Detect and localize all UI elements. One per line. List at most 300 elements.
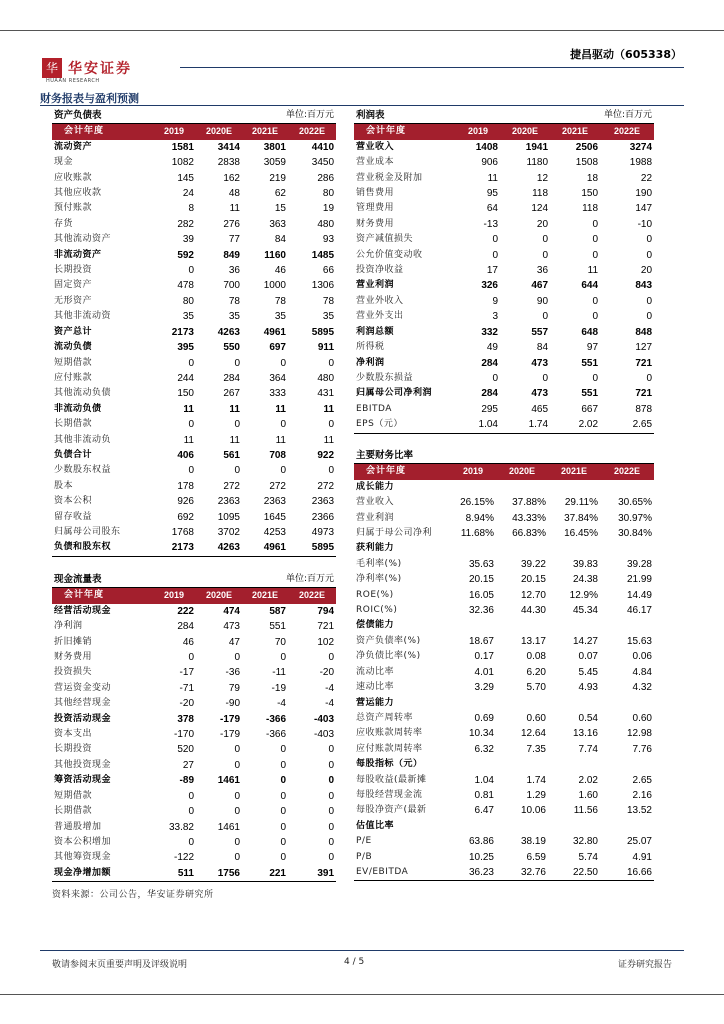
row-value: -366 bbox=[265, 729, 286, 741]
row-label: 资本支出 bbox=[54, 729, 93, 740]
row-value: -20 bbox=[319, 667, 335, 679]
row-value: 35.63 bbox=[468, 558, 494, 570]
row-value: 62 bbox=[274, 188, 286, 200]
row-value: 1941 bbox=[525, 141, 549, 153]
row-value: 0 bbox=[328, 357, 335, 369]
row-value: 1485 bbox=[311, 249, 335, 261]
row-value: 551 bbox=[581, 357, 599, 369]
row-value: 0 bbox=[542, 249, 549, 261]
row-value: 35 bbox=[322, 311, 335, 323]
row-label: 投资净收益 bbox=[356, 265, 404, 276]
table-row bbox=[52, 140, 336, 155]
row-label: 存货 bbox=[54, 218, 74, 229]
source-note: 资料来源：公司公告，华安证券研究所 bbox=[52, 890, 214, 900]
row-value: 32.80 bbox=[572, 836, 598, 848]
row-value: 0 bbox=[328, 836, 335, 848]
table-row bbox=[354, 526, 654, 541]
footer-report-type: 证券研究报告 bbox=[617, 960, 672, 970]
row-label: 其他非流动资 bbox=[54, 311, 112, 322]
table-row bbox=[52, 635, 336, 650]
table-row bbox=[354, 649, 654, 664]
row-value: 9 bbox=[492, 295, 498, 307]
row-value: 0 bbox=[592, 218, 599, 230]
row-value: 90 bbox=[536, 295, 549, 307]
table-row bbox=[52, 820, 336, 835]
row-label: 长期投资 bbox=[54, 744, 93, 755]
row-label: ROIC(%) bbox=[356, 605, 398, 616]
row-value: 0 bbox=[280, 852, 286, 864]
row-value: 5.45 bbox=[578, 666, 598, 678]
row-label: 所得税 bbox=[356, 342, 385, 353]
row-value: 1306 bbox=[311, 280, 335, 292]
row-value: 520 bbox=[177, 744, 194, 756]
row-value: 1.29 bbox=[526, 789, 546, 801]
row-value: 12 bbox=[536, 172, 549, 184]
row-value: 93 bbox=[322, 234, 335, 246]
row-value: 267 bbox=[223, 388, 240, 400]
row-value: 0 bbox=[328, 790, 335, 802]
row-label: 现金 bbox=[54, 157, 74, 168]
row-value: 0 bbox=[328, 806, 335, 818]
table-row bbox=[52, 356, 336, 371]
row-label: 非流动负债 bbox=[54, 403, 102, 414]
row-value: 24.38 bbox=[572, 574, 598, 586]
row-value: 221 bbox=[242, 866, 288, 882]
row-value: 4.91 bbox=[632, 851, 652, 863]
row-value bbox=[548, 696, 600, 711]
row-label: 投资活动现金 bbox=[54, 713, 112, 724]
row-label: 每股净资产(最新 bbox=[356, 805, 427, 816]
row-value bbox=[496, 696, 548, 711]
table-row bbox=[52, 650, 336, 665]
row-value: 848 bbox=[635, 326, 653, 338]
table-row bbox=[52, 758, 336, 773]
header-year: 2019 bbox=[456, 124, 500, 140]
table-row bbox=[52, 402, 336, 417]
row-value: 29.11% bbox=[564, 497, 598, 509]
row-value: 30.84% bbox=[618, 528, 652, 540]
row-value: 37.88% bbox=[512, 497, 546, 509]
row-value: 0 bbox=[234, 652, 240, 664]
row-value: 2.02 bbox=[578, 774, 598, 786]
row-value: 1461 bbox=[217, 775, 240, 787]
row-value: 0 bbox=[646, 234, 653, 246]
row-value: 644 bbox=[581, 280, 599, 292]
row-value: 551 bbox=[269, 621, 286, 633]
row-label: 股本 bbox=[54, 480, 74, 491]
bottom-border bbox=[0, 994, 724, 995]
row-value: 4.84 bbox=[632, 666, 652, 678]
row-value: 0.54 bbox=[578, 712, 598, 724]
row-value: 1160 bbox=[264, 249, 286, 261]
table-row bbox=[52, 309, 336, 324]
row-value: 2366 bbox=[311, 511, 335, 523]
table-row bbox=[354, 278, 654, 293]
logo-icon: 华 bbox=[42, 58, 62, 78]
row-value: 1508 bbox=[575, 157, 599, 169]
table-row bbox=[52, 217, 336, 232]
table-row bbox=[354, 340, 654, 355]
table-title: 主要财务比率 bbox=[354, 448, 654, 464]
logo-english: HUAAN RESEARCH bbox=[46, 78, 100, 84]
table-row bbox=[52, 681, 336, 696]
row-value: 0.60 bbox=[632, 712, 652, 724]
row-value: -71 bbox=[179, 682, 194, 694]
row-value: 4973 bbox=[311, 526, 335, 538]
row-value: 3 bbox=[492, 311, 498, 323]
row-label: 筹资活动现金 bbox=[54, 775, 112, 786]
row-value: 2363 bbox=[217, 496, 240, 508]
row-value: 5.74 bbox=[578, 851, 598, 863]
row-value: 878 bbox=[635, 403, 653, 415]
row-value bbox=[496, 541, 548, 556]
row-value: 162 bbox=[223, 172, 240, 184]
table-row bbox=[52, 417, 336, 432]
row-label: 毛利率(%) bbox=[356, 558, 402, 569]
table-unit: 单位:百万元 bbox=[550, 108, 654, 124]
row-value: 0 bbox=[646, 249, 653, 261]
row-value: 295 bbox=[481, 403, 498, 415]
row-value: 45.34 bbox=[572, 605, 598, 617]
row-value: -403 bbox=[314, 713, 335, 725]
row-label: 少数股东损益 bbox=[356, 372, 414, 383]
row-value: 363 bbox=[269, 218, 286, 230]
row-value: 80 bbox=[322, 188, 335, 200]
row-value: 843 bbox=[635, 280, 653, 292]
row-value: 1000 bbox=[263, 280, 286, 292]
row-value: 282 bbox=[177, 218, 194, 230]
row-value: 84 bbox=[274, 234, 286, 246]
table-row bbox=[52, 850, 336, 865]
row-value: 3702 bbox=[217, 526, 240, 538]
row-value: 0 bbox=[234, 759, 240, 771]
row-value: 272 bbox=[223, 480, 240, 492]
row-value: 286 bbox=[317, 172, 335, 184]
table-row bbox=[52, 463, 336, 478]
row-label: 应付账款周转率 bbox=[356, 743, 423, 754]
row-value: 1.74 bbox=[526, 774, 546, 786]
row-value: 150 bbox=[177, 388, 194, 400]
row-label: 无形资产 bbox=[54, 295, 93, 306]
table-row bbox=[52, 804, 336, 819]
row-value: 326 bbox=[481, 280, 498, 292]
row-value: 922 bbox=[317, 449, 335, 461]
row-value: -10 bbox=[637, 218, 653, 230]
header-year: 2021E bbox=[548, 464, 600, 480]
table-title: 资产负债表 bbox=[52, 108, 242, 124]
row-label: EV/EBITDA bbox=[354, 865, 450, 881]
row-label: 应收账款周转率 bbox=[356, 728, 423, 739]
row-label: 其他经营现金 bbox=[54, 698, 112, 709]
row-value: 11 bbox=[323, 403, 335, 415]
row-value: 0 bbox=[592, 295, 599, 307]
row-value: 0 bbox=[280, 419, 286, 431]
row-value: 11 bbox=[275, 403, 286, 415]
table-row bbox=[52, 232, 336, 247]
row-value: 7.74 bbox=[578, 743, 598, 755]
row-value: 561 bbox=[223, 449, 240, 461]
row-value: 80 bbox=[182, 295, 194, 307]
row-value: 0 bbox=[592, 249, 599, 261]
table-row bbox=[52, 201, 336, 216]
header-year: 2021E bbox=[550, 124, 600, 140]
row-value: 0 bbox=[280, 759, 286, 771]
row-value: 30.65% bbox=[618, 497, 652, 509]
row-value: 0 bbox=[188, 652, 194, 664]
row-value: -11 bbox=[272, 667, 286, 679]
row-value: 0 bbox=[592, 311, 599, 323]
row-label: 长期投资 bbox=[54, 265, 93, 276]
row-value: 1082 bbox=[171, 157, 194, 169]
row-label: 每股经营现金流 bbox=[356, 789, 423, 800]
table-row bbox=[52, 325, 336, 340]
row-value: 2363 bbox=[263, 496, 286, 508]
row-label: 负债合计 bbox=[54, 449, 93, 460]
row-value: 78 bbox=[228, 295, 240, 307]
row-value: -36 bbox=[225, 667, 240, 679]
header-year: 2020E bbox=[496, 464, 548, 480]
row-value: 3274 bbox=[629, 141, 653, 153]
row-value: 0 bbox=[280, 744, 286, 756]
row-value: -4 bbox=[277, 698, 286, 710]
row-value: 66.83% bbox=[512, 528, 546, 540]
row-value: 0 bbox=[234, 806, 240, 818]
row-value: 0 bbox=[188, 836, 194, 848]
row-value: 66 bbox=[322, 265, 335, 277]
table-row bbox=[52, 866, 336, 882]
table-row bbox=[354, 773, 654, 788]
row-value: 13.16 bbox=[572, 728, 598, 740]
row-value: 5895 bbox=[288, 540, 336, 556]
row-value: 721 bbox=[635, 357, 653, 369]
row-label: 净利润 bbox=[54, 621, 83, 632]
row-value: 5.70 bbox=[526, 682, 546, 694]
row-value: 127 bbox=[635, 342, 653, 354]
row-value: 2.16 bbox=[632, 789, 652, 801]
row-label: 其他投资现金 bbox=[54, 759, 112, 770]
row-value: 0 bbox=[280, 806, 286, 818]
row-value: 906 bbox=[481, 157, 498, 169]
row-label: 营业成本 bbox=[356, 157, 395, 168]
row-label: 成长能力 bbox=[356, 481, 395, 492]
row-value: 39.28 bbox=[626, 558, 652, 570]
row-value bbox=[548, 757, 600, 772]
row-label: 其他流动资产 bbox=[54, 234, 112, 245]
row-label: 其他筹资现金 bbox=[54, 852, 112, 863]
row-value: 551 bbox=[581, 388, 599, 400]
row-value: 10.34 bbox=[468, 728, 494, 740]
row-value: 6.59 bbox=[526, 851, 546, 863]
table-row bbox=[354, 696, 654, 711]
table-row bbox=[354, 186, 654, 201]
row-value: -179 bbox=[219, 713, 240, 725]
row-value: 0 bbox=[188, 790, 194, 802]
row-label: 流动资产 bbox=[54, 141, 93, 152]
row-value: 708 bbox=[269, 449, 286, 461]
row-value: 0 bbox=[188, 357, 194, 369]
row-value bbox=[600, 819, 654, 834]
row-value: 79 bbox=[228, 682, 240, 694]
row-value: 46 bbox=[274, 265, 286, 277]
row-value bbox=[600, 696, 654, 711]
row-value: 77 bbox=[228, 234, 240, 246]
row-label: 投资损失 bbox=[54, 667, 93, 678]
row-value: 794 bbox=[317, 605, 335, 617]
row-value: 721 bbox=[635, 388, 653, 400]
row-value: 911 bbox=[317, 342, 335, 354]
row-value: 0 bbox=[188, 419, 194, 431]
row-value bbox=[450, 618, 496, 633]
row-label: P/E bbox=[356, 836, 372, 847]
row-value: 18 bbox=[586, 172, 599, 184]
table-row bbox=[354, 572, 654, 587]
row-label: 资本公积增加 bbox=[54, 836, 112, 847]
header-year: 2020E bbox=[196, 588, 242, 604]
row-value: 39.83 bbox=[572, 558, 598, 570]
table-row bbox=[354, 325, 654, 340]
row-value: 97 bbox=[586, 342, 599, 354]
row-value: 0.81 bbox=[474, 789, 494, 801]
row-value: 0 bbox=[280, 821, 286, 833]
row-value: 150 bbox=[581, 188, 599, 200]
row-label: 短期借款 bbox=[54, 790, 93, 801]
table-row bbox=[52, 294, 336, 309]
row-value: 1180 bbox=[526, 157, 549, 169]
row-value: 178 bbox=[177, 480, 194, 492]
row-value: 1.04 bbox=[474, 774, 494, 786]
row-label: 偿债能力 bbox=[356, 620, 395, 631]
row-value: 926 bbox=[177, 496, 194, 508]
row-value: 0 bbox=[328, 775, 335, 787]
row-value: 70 bbox=[274, 636, 286, 648]
table-title-row bbox=[354, 448, 654, 464]
table-row bbox=[52, 696, 336, 711]
row-value: 11.56 bbox=[573, 805, 598, 817]
row-value: 8 bbox=[188, 203, 194, 215]
row-value: 2.65 bbox=[632, 774, 652, 786]
row-value: 0 bbox=[188, 465, 194, 477]
row-value: -19 bbox=[271, 682, 286, 694]
row-value: 465 bbox=[531, 403, 549, 415]
row-value: 0 bbox=[646, 295, 653, 307]
section-divider bbox=[40, 105, 684, 106]
table-row bbox=[354, 263, 654, 278]
row-label: 总资产周转率 bbox=[356, 712, 414, 723]
row-value: 3.29 bbox=[474, 682, 494, 694]
row-value: 25.07 bbox=[626, 836, 652, 848]
row-value bbox=[496, 819, 548, 834]
row-value: 667 bbox=[581, 403, 599, 415]
row-value: 1645 bbox=[263, 511, 286, 523]
row-value: 0 bbox=[328, 759, 335, 771]
table-row bbox=[52, 248, 336, 263]
row-value: 118 bbox=[582, 203, 599, 215]
row-value: 0 bbox=[492, 249, 498, 261]
row-value: 378 bbox=[177, 713, 194, 725]
table-row bbox=[354, 511, 654, 526]
row-value: 1988 bbox=[629, 157, 653, 169]
table-row bbox=[52, 742, 336, 757]
row-label: 每股收益(最新摊 bbox=[356, 774, 427, 785]
row-label: 非流动资产 bbox=[54, 249, 102, 260]
row-label: 净利率(%) bbox=[356, 574, 402, 585]
row-value bbox=[548, 480, 600, 495]
table-row bbox=[354, 495, 654, 510]
table-row bbox=[354, 541, 654, 556]
row-value: 0.07 bbox=[578, 651, 598, 663]
table-row bbox=[354, 850, 654, 865]
row-value: 0 bbox=[280, 357, 286, 369]
table-row bbox=[52, 712, 336, 727]
row-value: 0 bbox=[188, 806, 194, 818]
row-value: 30.97% bbox=[618, 512, 652, 524]
row-value: 11 bbox=[229, 403, 240, 415]
row-value: 14.49 bbox=[626, 589, 652, 601]
table-row bbox=[52, 171, 336, 186]
table-row bbox=[354, 634, 654, 649]
row-value bbox=[548, 618, 600, 633]
table-row bbox=[52, 773, 336, 788]
row-value: 33.82 bbox=[168, 821, 194, 833]
table-row bbox=[354, 155, 654, 170]
row-value: 332 bbox=[481, 326, 498, 338]
row-value: 16.05 bbox=[468, 589, 494, 601]
header-label: 会计年度 bbox=[354, 124, 456, 140]
row-value: 12.64 bbox=[520, 728, 546, 740]
row-value: 11 bbox=[229, 203, 240, 215]
row-value: 11 bbox=[183, 434, 194, 446]
row-label: 归属母公司股东 bbox=[54, 526, 121, 537]
header-divider bbox=[180, 67, 684, 68]
table-row bbox=[354, 726, 654, 741]
row-value: 1768 bbox=[171, 526, 194, 538]
row-label: 长期借款 bbox=[54, 806, 93, 817]
row-value bbox=[600, 480, 654, 495]
row-label: 营运能力 bbox=[356, 697, 395, 708]
row-value bbox=[600, 757, 654, 772]
row-label: EBITDA bbox=[356, 403, 392, 414]
row-value: 84 bbox=[536, 342, 549, 354]
row-label: 归属于母公司净利 bbox=[356, 528, 433, 539]
row-value: 39.22 bbox=[520, 558, 546, 570]
row-value: 8.94% bbox=[465, 512, 494, 524]
row-value: 697 bbox=[269, 342, 286, 354]
row-value: 364 bbox=[269, 372, 286, 384]
header-year: 2021E bbox=[242, 588, 288, 604]
row-value: 64 bbox=[486, 203, 498, 215]
row-value: 36 bbox=[536, 265, 549, 277]
row-value: 2838 bbox=[217, 157, 240, 169]
row-value: 0 bbox=[280, 836, 286, 848]
row-value bbox=[450, 696, 496, 711]
row-value: 35 bbox=[228, 311, 240, 323]
row-value: 395 bbox=[177, 342, 194, 354]
row-value: 7.35 bbox=[526, 743, 546, 755]
row-value: 0.08 bbox=[526, 651, 546, 663]
row-value: 21.99 bbox=[626, 574, 652, 586]
table-row bbox=[354, 402, 654, 417]
header-label: 会计年度 bbox=[52, 124, 152, 140]
table-row bbox=[354, 865, 654, 881]
row-value: 0 bbox=[234, 790, 240, 802]
row-value: 592 bbox=[177, 249, 194, 261]
table-header-row bbox=[52, 124, 336, 140]
table-unit: 单位:百万元 bbox=[242, 572, 336, 588]
table-row bbox=[354, 371, 654, 386]
row-label: 利润总额 bbox=[356, 326, 395, 337]
row-label: 管理费用 bbox=[356, 203, 395, 214]
row-value: 511 bbox=[152, 866, 196, 882]
